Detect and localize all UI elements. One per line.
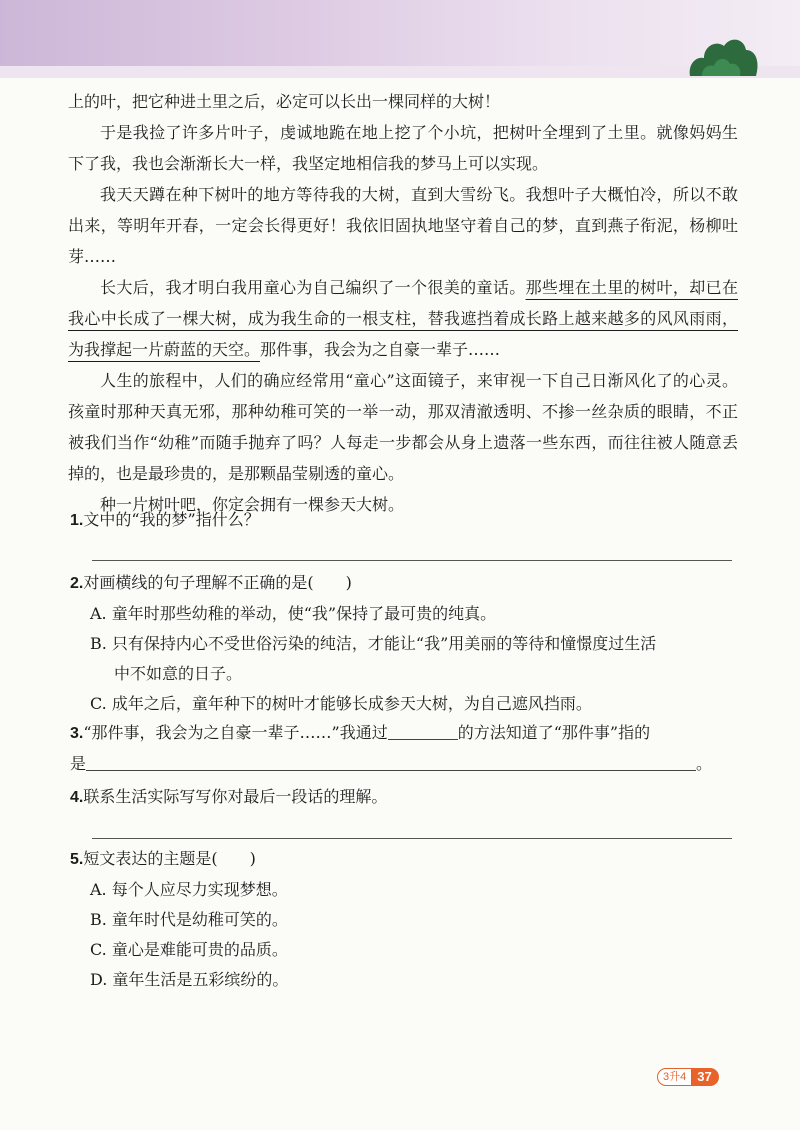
question-5-number: 5. (70, 851, 84, 868)
question-2 (70, 568, 740, 719)
reading-passage (68, 86, 738, 520)
question-3 (70, 718, 740, 779)
question-5-option-b[interactable]: B. 童年时代是幼稚可笑的。 (90, 910, 288, 929)
question-4-answer-line[interactable] (92, 838, 732, 839)
question-2-option-b[interactable]: B. 只有保持内心不受世俗污染的纯洁，才能让“我”用美丽的等待和憧憬度过生活 (90, 634, 657, 653)
question-4-text: 联系生活实际写写你对最后一段话的理解。 (83, 787, 388, 806)
question-2-option-a[interactable]: A. 童年时那些幼稚的举动，使“我”保持了最可贵的纯真。 (90, 604, 497, 623)
paragraph-1: 上的叶，把它种进土里之后，必定可以长出一棵同样的大树！ (68, 92, 501, 111)
question-3-text-1: “那件事，我会为之自豪一辈子……”我通过 (83, 723, 388, 742)
question-2-option-b-cont: 中不如意的日子。 (114, 664, 243, 683)
question-3-answer-blank[interactable] (86, 752, 696, 771)
paragraph-6: 种一片树叶吧，你定会拥有一棵参天大树。 (100, 495, 405, 514)
question-3-text-2: 的方法知道了“那件事”指的 (457, 723, 651, 742)
question-5-text: 短文表达的主题是( ) (83, 849, 256, 868)
page-number: 37 (692, 1068, 718, 1086)
question-1-text: 文中的“我的梦”指什么？ (83, 510, 260, 529)
banner-band (0, 66, 800, 78)
question-5-option-c[interactable]: C. 童心是难能可贵的品质。 (90, 940, 288, 959)
paragraph-4 (68, 272, 738, 365)
grade-label: 3升4 (657, 1068, 692, 1086)
question-1-number: 1. (70, 512, 84, 529)
paragraph-4-end: 那件事，我会为之自豪一辈子…… (260, 340, 501, 359)
question-2-text: 对画横线的句子理解不正确的是( ) (83, 573, 352, 592)
question-4-number: 4. (70, 789, 84, 806)
question-1-answer-line[interactable] (92, 560, 732, 561)
question-3-number: 3. (70, 725, 84, 742)
paragraph-2: 于是我捡了许多片叶子，虔诚地跪在地上挖了个小坑，把树叶全埋到了土里。就像妈妈生下了我，我也会渐渐长大一样，我坚定地相信我的梦马上可以实现。 (68, 123, 738, 173)
header-banner (0, 0, 800, 78)
question-2-number: 2. (70, 575, 84, 592)
paragraph-4-start: 长大后，我才明白我用童心为自己编织了一个很美的童话。 (100, 278, 526, 297)
question-3-text-3: 是 (70, 754, 87, 773)
question-5-option-a[interactable]: A. 每个人应尽力实现梦想。 (90, 880, 288, 899)
question-3-end: 。 (696, 754, 713, 773)
question-3-method-blank[interactable] (388, 721, 458, 740)
underlined-sentence: 那些埋在土里的树叶，却已在我心中长成了一棵大树，成为我生命的一根支柱，替我遮挡着成长路上越来越多的风风雨雨，为我撑起一片蔚蓝的天空。 (68, 278, 738, 359)
bush-illustration (686, 34, 760, 76)
question-5 (70, 844, 740, 995)
page-number-badge (657, 1068, 719, 1086)
paragraph-3: 我天天蹲在种下树叶的地方等待我的大树，直到大雪纷飞。我想叶子大概怕冷，所以不敢出来，等明年开春，一定会长得更好！我依旧固执地坚守着自己的梦，直到燕子衔泥，杨柳吐芽…… (68, 185, 738, 266)
question-4 (70, 782, 740, 813)
question-1 (70, 505, 740, 536)
question-5-option-d[interactable]: D. 童年生活是五彩缤纷的。 (90, 970, 289, 989)
paragraph-5: 人生的旅程中，人们的确应经常用“童心”这面镜子，来审视一下自己日渐风化了的心灵。孩童时那种天真无邪，那种幼稚可笑的一举一动，那双清澈透明、不掺一丝杂质的眼睛，不正被我们当作“幼稚”而随手抛弃了吗？人每走一步都会从身上遗落一些东西，而往往被人随意丢掉的，也是最珍贵的，是那颗晶莹剔透的童心。 (68, 371, 738, 483)
question-2-option-c[interactable]: C. 成年之后，童年种下的树叶才能够长成参天大树，为自己遮风挡雨。 (90, 694, 592, 713)
